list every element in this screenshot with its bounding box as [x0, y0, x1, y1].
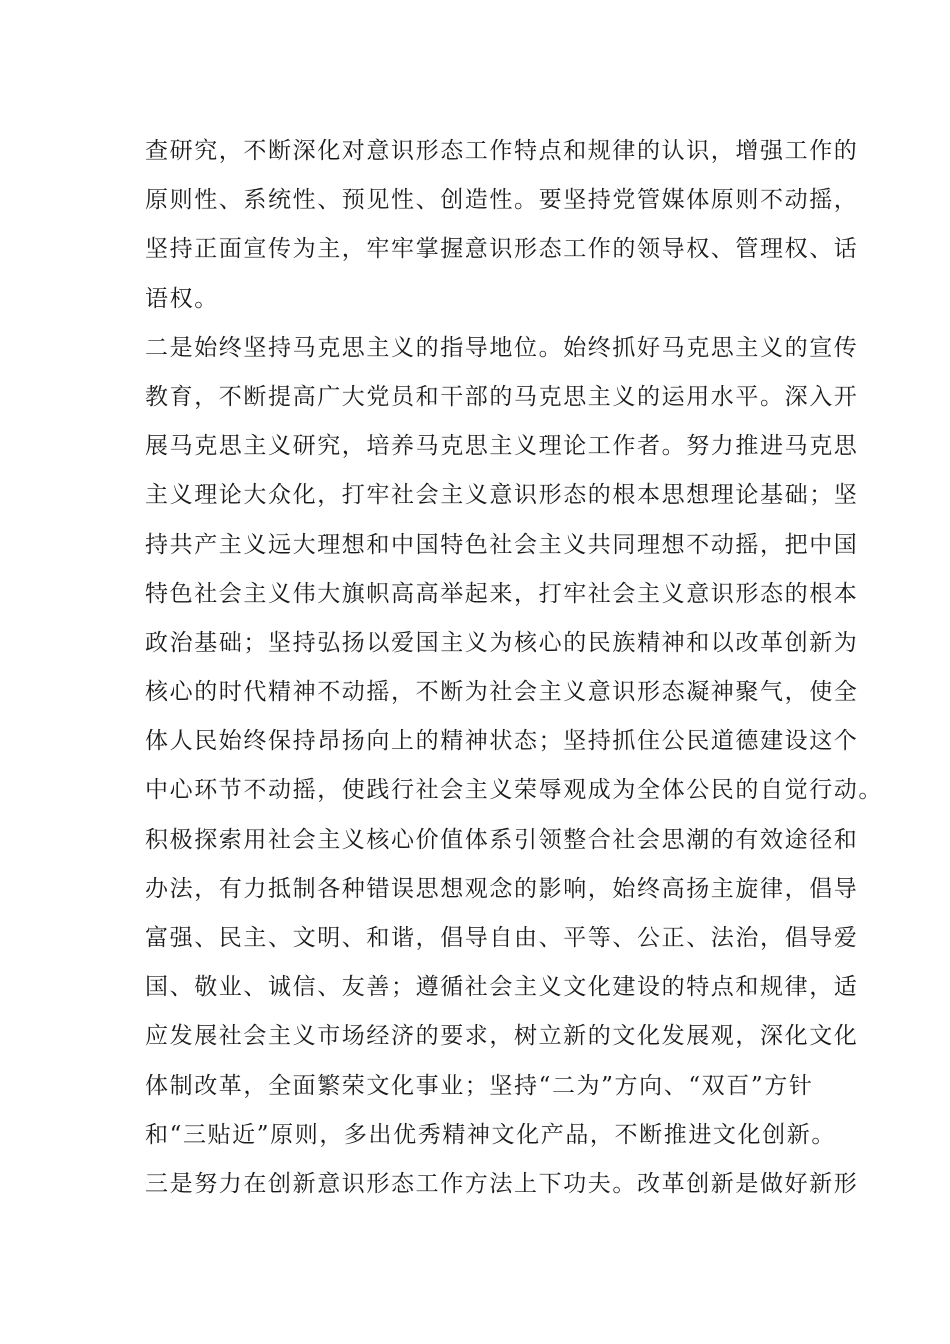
- text-line: 富强、民主、文明、和谐，倡导自由、平等、公正、法治，倡导爱: [145, 925, 859, 951]
- text-line: 主义理论大众化，打牢社会主义意识形态的根本思想理论基础；坚: [145, 482, 859, 509]
- body-text: [145, 127, 883, 1209]
- text-line: 体人民始终保持昂扬向上的精神状态；坚持抓住公民道德建设这个: [145, 728, 859, 755]
- text-line: 办法，有力抵制各种错误思想观念的影响，始终高扬主旋律，倡导: [145, 875, 859, 902]
- text-line: 原则性、系统性、预见性、创造性。要坚持党管媒体原则不动摇，: [145, 187, 859, 214]
- text-line: 持共产主义远大理想和中国特色社会主义共同理想不动摇，把中国: [145, 531, 859, 558]
- text-line: 和“三贴近”原则，多出优秀精神文化产品，不断推进文化创新。: [145, 1121, 836, 1148]
- text-line: 积极探索用社会主义核心价值体系引领整合社会思潮的有效途径和: [145, 826, 859, 853]
- section-heading-line: 三是努力在创新意识形态工作方法上下功夫。改革创新是做好新形: [145, 1170, 859, 1197]
- text-line: 核心的时代精神不动摇，不断为社会主义意识形态凝神聚气，使全: [145, 679, 859, 706]
- section-heading-line: 二是始终坚持马克思主义的指导地位。始终抓好马克思主义的宣传: [145, 334, 859, 361]
- text-line: 国、敬业、诚信、友善；遵循社会主义文化建设的特点和规律，适: [145, 974, 859, 1001]
- text-line: 坚持正面宣传为主，牢牢掌握意识形态工作的领导权、管理权、话: [145, 236, 859, 263]
- text-line: 教育，不断提高广大党员和干部的马克思主义的运用水平。深入开: [145, 383, 859, 410]
- text-line: 应发展社会主义市场经济的要求，树立新的文化发展观，深化文化: [145, 1023, 859, 1050]
- text-line: 特色社会主义伟大旗帜高高举起来，打牢社会主义意识形态的根本: [145, 580, 859, 607]
- text-line: 体制改革，全面繁荣文化事业；坚持“二为”方向、“双百”方针: [145, 1072, 814, 1099]
- text-line: 政治基础；坚持弘扬以爱国主义为核心的民族精神和以改革创新为: [145, 629, 859, 656]
- text-line: 中心环节不动摇，使践行社会主义荣辱观成为全体公民的自觉行动。: [145, 777, 883, 804]
- text-line: 展马克思主义研究，培养马克思主义理论工作者。努力推进马克思: [145, 433, 859, 460]
- text-line: 语权。: [145, 285, 219, 312]
- text-line: 查研究，不断深化对意识形态工作特点和规律的认识，增强工作的: [145, 138, 859, 164]
